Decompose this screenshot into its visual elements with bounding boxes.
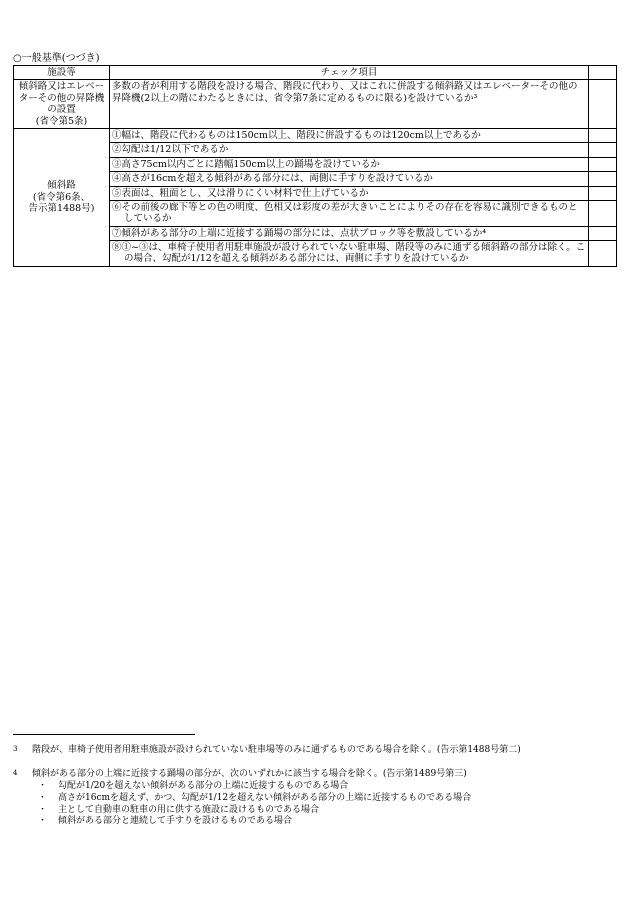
check-box-cell[interactable] [589,143,617,157]
check-box-cell[interactable] [589,241,617,267]
check-box-cell[interactable] [589,186,617,200]
footnote-bullet-list [32,781,471,828]
check-box-cell[interactable] [589,226,617,240]
list-item: ・ 傾斜がある部分と連続して手すりを設けるものである場合 [38,816,471,828]
footnote-3 [13,745,521,756]
footnote-text: 階段が、車椅子使用者用駐車施設が設けられていない駐車場等のみに通ずるものである場合を除く。(告示第1488号第二) [32,745,521,755]
check-box-cell[interactable] [589,128,617,142]
list-item: ・ 主として自動車の駐車の用に供する施設に設けるものである場合 [38,805,471,817]
check-box-cell[interactable] [589,172,617,186]
check-box-cell[interactable] [589,80,617,129]
check-box-cell[interactable] [589,200,617,226]
check-item-text: ①幅は、階段に代わるものは150cm以上、階段に併設するものは120cm以上であるか [110,128,589,142]
check-item-text: 多数の者が利用する階段を設ける場合、階段に代わり、又はこれに併設する傾斜路又はエレベーターその他の昇降機(2以上の階にわたるときには、省令第7条に定めるものに限る)を設けているか³ [110,80,589,129]
table-row [14,80,617,129]
check-item-text: ④高さが16cmを超える傾斜がある部分には、両側に手すりを設けているか [110,172,589,186]
header-check-items: チェック項目 [110,66,589,80]
table-row [14,128,617,142]
footnote-divider [13,734,195,735]
check-item-text: ⑤表面は、粗面とし、又は滑りにくい材料で仕上げているか [110,186,589,200]
footnote-text: 傾斜がある部分の上端に近接する踊場の部分が、次のいずれかに該当する場合を除く。(告示第1489号第三) [32,769,467,779]
header-facility: 施設等 [14,66,110,80]
header-checkbox-column [589,66,617,80]
check-item-text: ②勾配は1/12以下であるか [110,143,589,157]
check-item-text: ⑥その前後の廊下等との色の明度、色相又は彩度の差が大きいことによりその存在を容易に識別できるものとしているか [110,200,589,226]
list-item: ・ 高さが16cmを超えず、かつ、勾配が1/12を超えない傾斜がある部分の上端に近接するものである場合 [38,793,471,805]
footnote-number: 3 [13,745,18,753]
check-box-cell[interactable] [589,157,617,171]
checklist-table [13,65,617,267]
check-item-text: ⑧①~③は、車椅子使用者用駐車施設が設けられていない駐車場、階段等のみに通ずる傾斜路の部分は除く。この場合、勾配が1/12を超える傾斜がある部分には、両側に手すりを設けているか [110,241,589,267]
table-header-row [14,66,617,80]
check-item-text: ③高さ75cm以内ごとに踏幅150cm以上の踊場を設けているか [110,157,589,171]
list-item: ・ 勾配が1/20を超えない傾斜がある部分の上端に近接するものである場合 [38,781,471,793]
facility-ramp: 傾斜路 (省令第6条、 告示第1488号) [14,128,110,266]
footnote-number: 4 [13,769,18,777]
facility-ramp-or-elevator: 傾斜路又はエレベーターその他の昇降機の設置 (省令第5条) [14,80,110,129]
footnote-4 [13,769,472,828]
section-heading: ○一般基準(つづき) [13,53,100,64]
check-item-text: ⑦傾斜がある部分の上端に近接する踊場の部分には、点状ブロック等を敷設しているか⁴ [110,226,589,240]
